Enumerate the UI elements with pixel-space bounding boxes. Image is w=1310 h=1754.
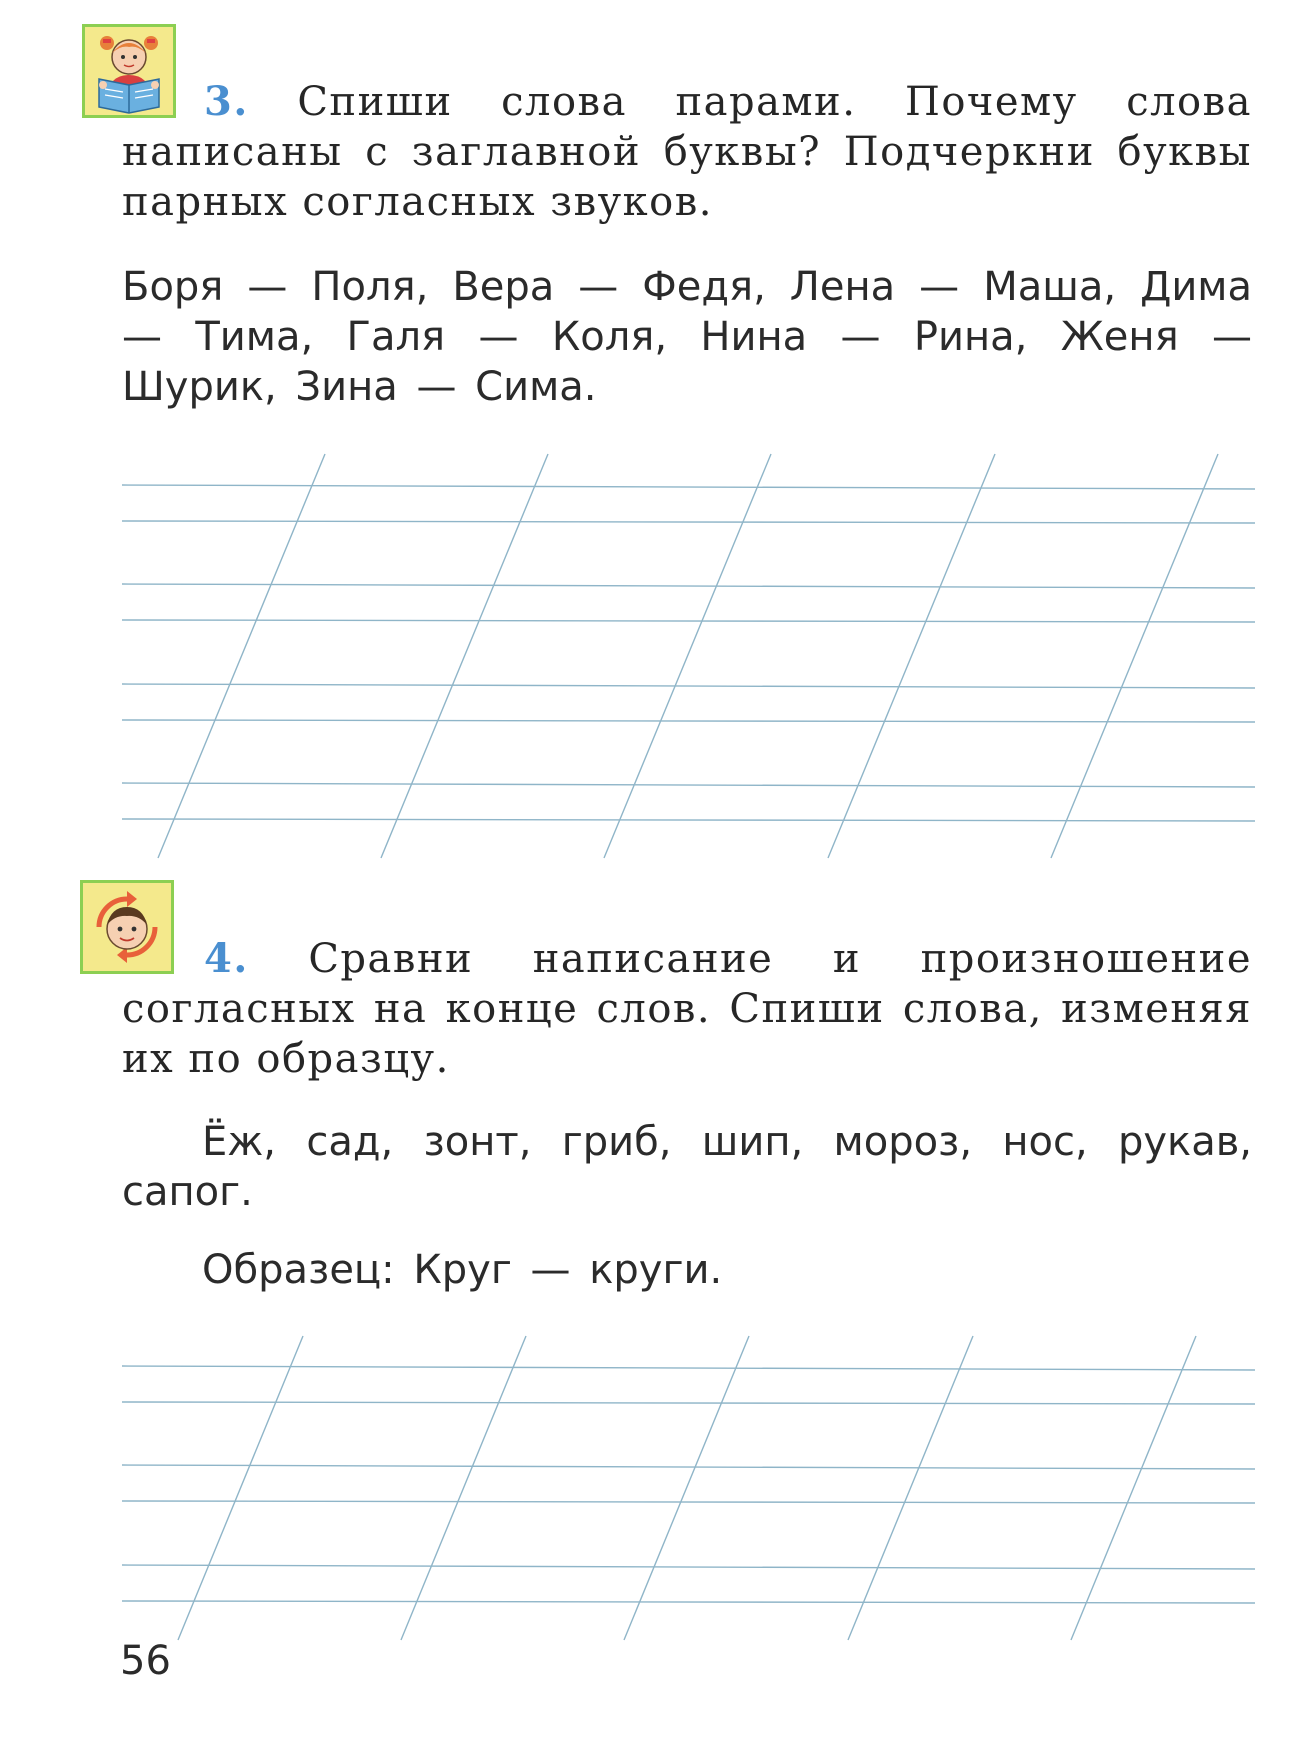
task4-word-list: Ёж, сад, зонт, гриб, шип, мороз, нос, рукав, сапог. (122, 1119, 1252, 1215)
writing-lines-area-1 (0, 440, 1310, 880)
slant-line (178, 1336, 303, 1640)
ruling-line (122, 1601, 1255, 1603)
ruling-line (122, 720, 1255, 722)
ruling-line (122, 819, 1255, 821)
slant-line (604, 454, 771, 858)
task4-sample: Образец: Круг — круги. (202, 1247, 723, 1293)
task3-word-list: Боря — Поля, Вера — Федя, Лена — Маша, Дима — Тима, Галя — Коля, Нина — Рина, Женя — Шурик, Зина — Сима. (122, 264, 1252, 410)
task4-number: 4. (204, 935, 249, 982)
ruling-line (122, 521, 1255, 523)
page-number: 56 (120, 1638, 171, 1684)
slant-line (401, 1336, 526, 1640)
ruling-line (122, 1465, 1255, 1469)
task4-instruction-text: Сравни написание и произношение согласных на конце слов. Спиши слова, изменяя их по образцу. (122, 936, 1252, 1082)
ruling-line (122, 620, 1255, 622)
slant-line (158, 454, 325, 858)
slant-line (624, 1336, 749, 1640)
task3-instruction-text: Спиши слова парами. Почему слова написаны с заглавной буквы? Подчеркни буквы парных согласных звуков. (122, 79, 1253, 225)
task4-instruction (122, 934, 1252, 1084)
slant-line (828, 454, 995, 858)
ruling-line (122, 584, 1255, 588)
slant-line (848, 1336, 973, 1640)
ruling-line (122, 1501, 1255, 1503)
writing-lines-area-2 (0, 1320, 1310, 1650)
slant-line (381, 454, 548, 858)
ruling-line (122, 1366, 1255, 1370)
ruling-line (122, 1402, 1255, 1404)
task3-number: 3. (204, 78, 249, 125)
task3-instruction (122, 77, 1252, 227)
ruling-line (122, 684, 1255, 688)
ruling-line (122, 783, 1255, 787)
ruling-line (122, 1565, 1255, 1569)
slant-line (1071, 1336, 1196, 1640)
slant-line (1051, 454, 1218, 858)
ruling-line (122, 485, 1255, 489)
